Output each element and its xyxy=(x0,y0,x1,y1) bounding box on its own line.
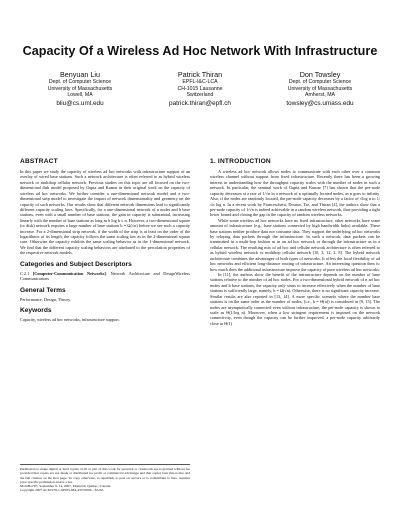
intro-paragraph: In [11], the authors show the benefit of the infrastructure depends on the number of base stations relative to the number of ad hoc nodes. For a two-dimensional hybrid network of n ad hoc nodes and b base stations, the capacity only starts to increase effectively when the number of base stations is sufficiently large, namely, b = Ω(√n). Otherwise, there is no significant capacity increase. Similar results are also reported in [13, 14]. A more specific scenario where the number base stations is on the same order as the number of nodes, (i.e., b = Θ(n)) is considered in [9, 15]. The nodes are asymptotically connected even without infrastructure, the per-node capacity is shown to scale as Θ(1/log n). Moreover, when a low stringent requirement is imposed on the network connectivity, even though the capacity can be further improved, a per-node capacity arbitrarily close to Θ(1) xyxy=(210,272,380,326)
categories-code: C.2.1 xyxy=(20,270,30,276)
intro-paragraph: A wireless ad hoc network allows nodes to communicate with each other over a common wireless channel without support from fixed infrastructure. Recently there has been a growing interest in understanding how the throughput capacity scales with the number of nodes in such a network. In particular, the seminal work of Gupta and Kumar [7] has shown that the per-node capacity decreases at a rate of 1/√n in a network of n optimally located nodes, as n goes to infinity. Also, if the nodes are randomly located, the per-node capacity decreases by a factor of √log n to 1/√n log n. In a recent work by Franceschetti, Dousse, Tse, and Thiran [4], the authors show that a per-node capacity of 1/√n is indeed achievable in a random wireless network, thus providing a tight lower bound and closing the gap in the capacity of random wireless networks. xyxy=(210,169,380,218)
intro-paragraph: While some wireless ad hoc networks have no fixed infrastructure, other networks have some amount of infrastructure (e.g., base stations connected by high bandwidth links) available. These base stations neither produce data nor consume data. They support the underlying ad hoc networks by relaying data packets through the infrastructure. In such a network, data packets can be transmitted in a multi-hop fashion as in an ad hoc network or through the infrastructure as in a cellular network. The resulting mix of ad hoc and cellular network architecture is often referred to as hybrid wireless network or multihop cellular network [10, 3, 12, 2, 8]. The hybrid network architecture combines the advantages of both types of networks. It offers the local flexibility of ad hoc networks and efficient long-distance routing of infrastructure. An interesting question then is: how much does the additional infrastructure improve the capacity of pure wireless ad hoc networks. xyxy=(210,217,380,272)
author-dept: EPFL-I&C-LCA xyxy=(182,79,218,85)
author-1 xyxy=(22,70,138,108)
author-name: Don Towsley xyxy=(299,70,341,79)
right-column xyxy=(210,158,380,326)
footnote-venue: MobiHoc'07, September 9–14, 2007, Montréal, Québec, Canada. xyxy=(20,484,112,489)
footnote-copyright: Copyright 2007 ACM 978-1-59593-684-4/07/0009 ...$5.00. xyxy=(20,488,104,493)
general-terms-text: Performance, Design, Theory. xyxy=(20,296,71,302)
introduction-heading: 1. INTRODUCTION xyxy=(210,158,271,165)
footnote-rule xyxy=(20,464,190,465)
left-column xyxy=(20,158,190,322)
categories-text xyxy=(20,271,190,282)
author-dept: Dept. of Computer Science xyxy=(48,79,112,85)
categories-bold: [Computer-Communication Networks] xyxy=(32,270,106,276)
keywords-text: Capacity, wireless ad hoc networks, infrastructure support. xyxy=(20,317,120,323)
author-org: University of Massachusetts xyxy=(287,85,353,92)
author-place: Lowell, MA xyxy=(67,92,93,99)
author-email: patrick.thiran@epfl.ch xyxy=(169,99,231,107)
author-name: Patrick Thiran xyxy=(177,70,223,79)
footnote-permission: Permission to make digital or hard copies of all or part of this work for personal or classroom use is granted without fee provided that copies are not made or distributed for profit or commercial advantage and that copies bear this notice and the full citation on the first page. To copy otherwise, to republish, to post on servers or to redistribute to lists, requires prior specific permission and/or a fee. xyxy=(20,467,190,484)
keywords-heading: Keywords xyxy=(20,307,52,315)
categories-heading: Categories and Subject Descriptors xyxy=(20,260,132,268)
author-place: Amherst, MA xyxy=(305,92,335,99)
abstract-heading: ABSTRACT xyxy=(20,158,58,165)
author-2 xyxy=(142,70,258,108)
author-email: towsley@cs.umass.edu xyxy=(286,99,354,107)
categories-rest: : Network Architecture and DesignWireless Communications xyxy=(20,270,190,282)
author-block xyxy=(22,70,378,108)
author-org: University of Massachusetts xyxy=(47,85,113,92)
abstract-text: In this paper we study the capacity of wireless ad hoc networks with infrastructure support of an overlay of wired base stations. Such a network architecture is often referred to as hybrid wireless network or multihop cellular network. Previous studies on this topic are all focused on the two-dimensional disk model proposed by Gupta and Kumar in their original work on the capacity of wireless ad hoc networks. We further consider a one-dimensional network model and a two-dimensional strip model to investigate the impact of network dimensionality and geometry on the capacity of such networks. Our results show that different network dimensions lead to significantly different capacity scaling laws. Specifically, for a one-dimensional network of n nodes and b base stations, even with a small number of base stations, the gain in capacity is substantial, increasing linearly with the number of base stations as long as b log b ≤ n. However, a two-dimensional square (or disk) network requires a large number of base stations b = Ω(√n) before we see such a capacity increase. For a 2-dimensional strip network, if the width of the strip is at least on the order of the logarithmic of its length, the capacity follows the same scaling law as in the 2-dimensional square case. Otherwise the capacity exhibits the same scaling behavior as in the 1-dimensional network. We find that the different capacity scaling behaviors are attributed to the percolation properties of the respective network models. xyxy=(20,169,190,256)
author-email: bliu@cs.uml.edu xyxy=(56,99,104,107)
author-dept: Dept. of Computer Science xyxy=(288,79,352,85)
author-name: Benyuan Liu xyxy=(60,70,100,79)
author-org: CH-1015 Lausanne xyxy=(177,85,223,92)
author-3 xyxy=(262,70,378,108)
paper-title: Capacity Of a Wireless Ad Hoc Network With Infrastructure xyxy=(22,44,378,58)
author-place: Switzerland xyxy=(186,92,214,99)
general-terms-heading: General Terms xyxy=(20,286,66,294)
copyright-footnote xyxy=(20,464,190,493)
